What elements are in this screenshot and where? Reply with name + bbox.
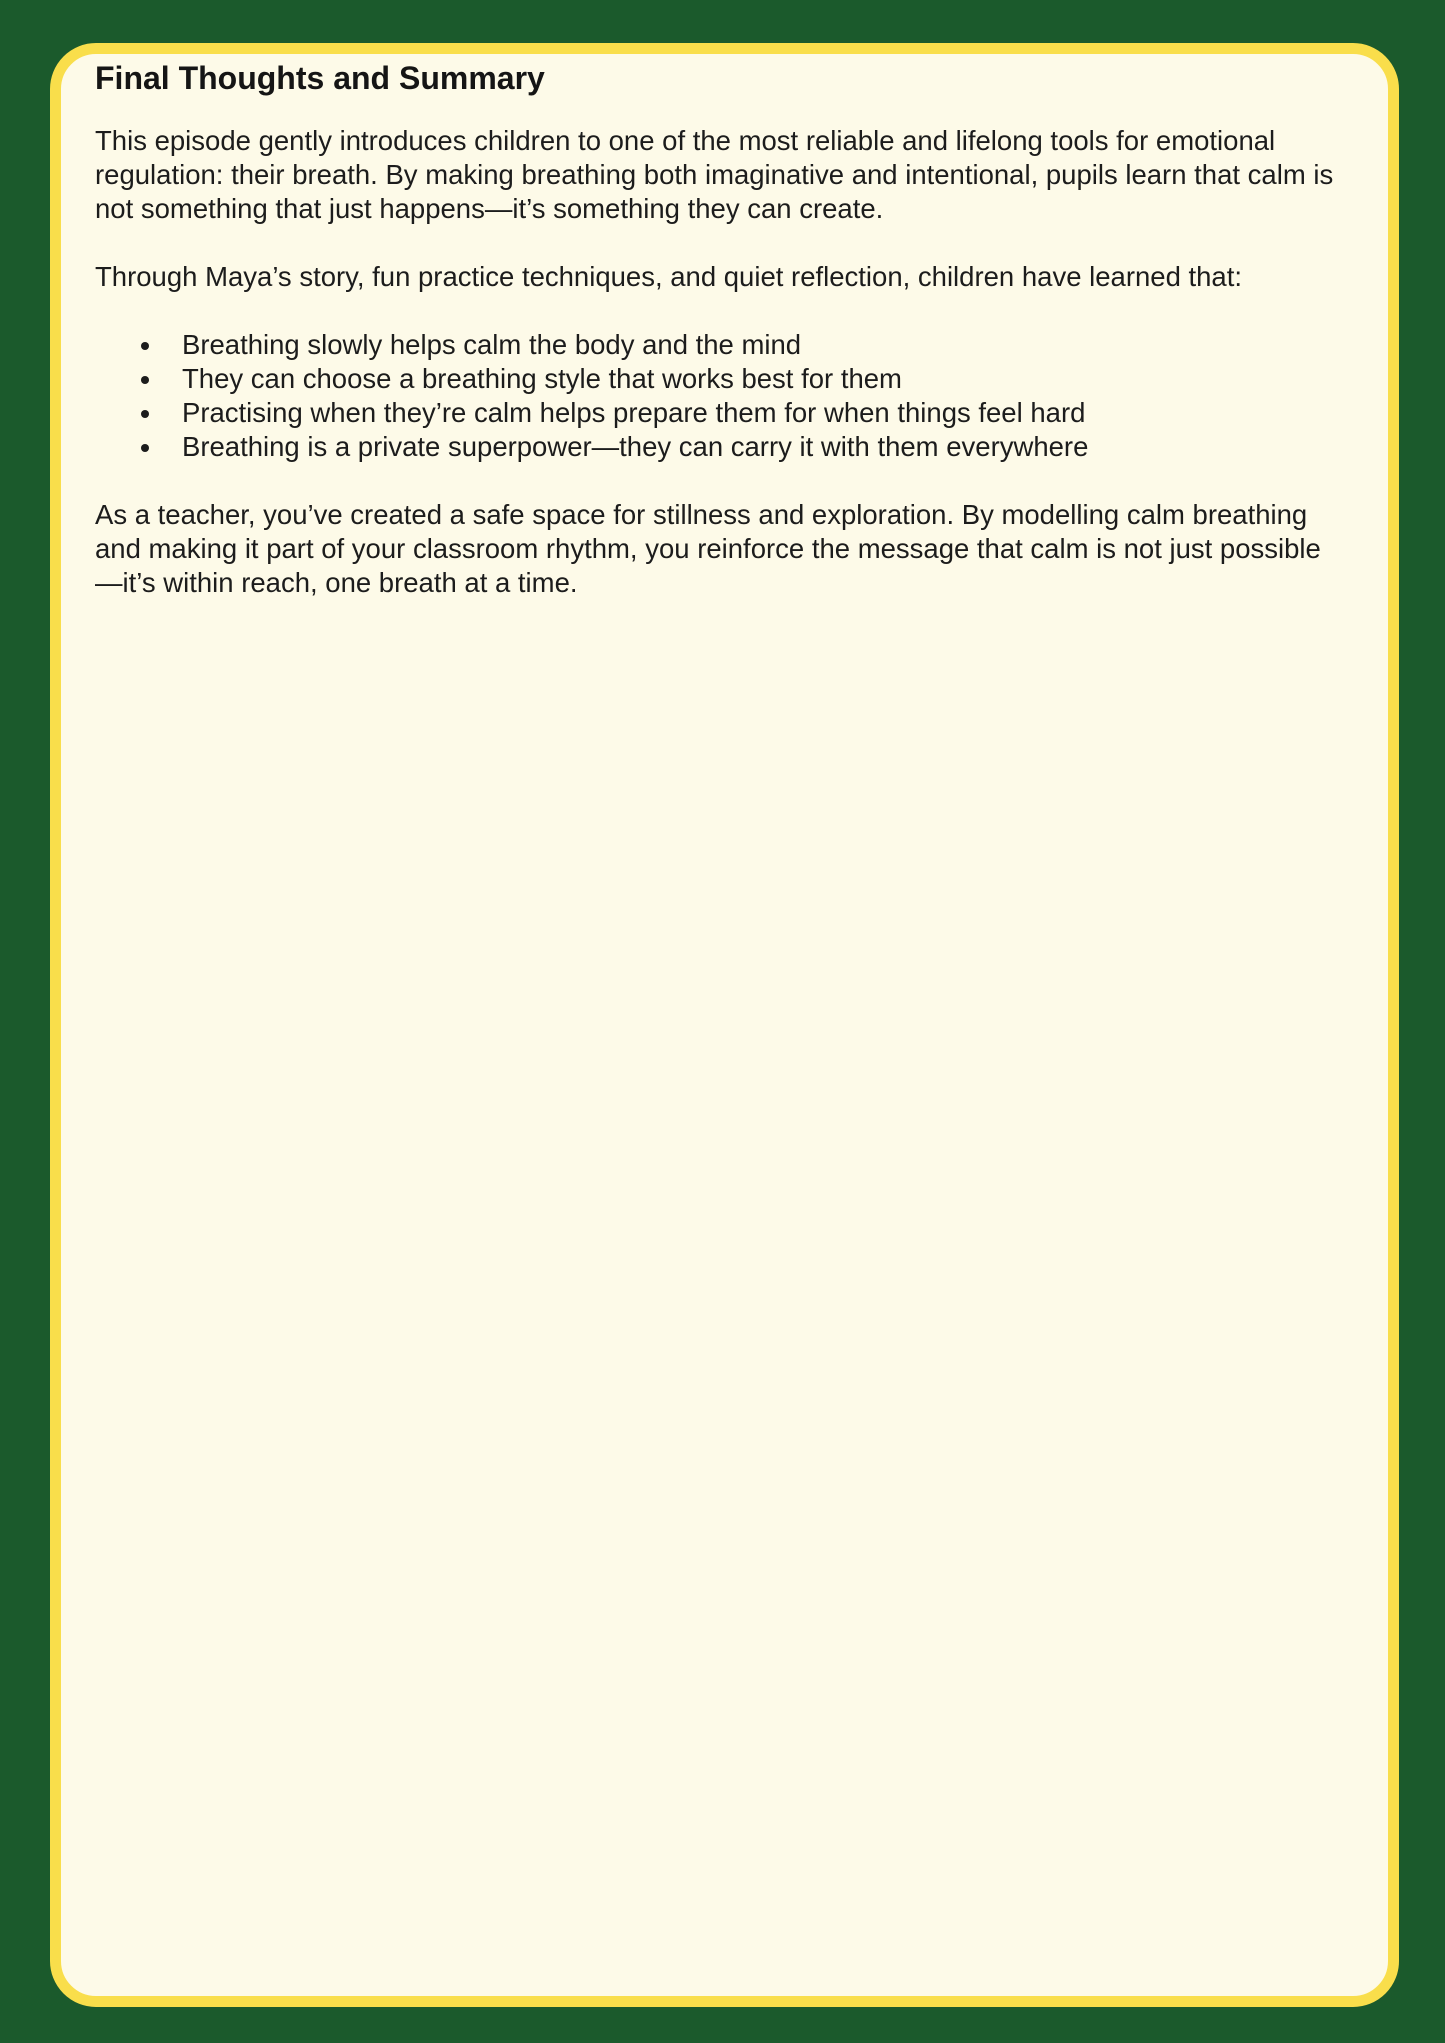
list-item-text: Practising when they’re calm helps prepare them for when things feel hard [182,397,1086,428]
list-item [95,396,1335,430]
learnings-list [95,328,1335,464]
bullet-icon [141,444,149,452]
lead-in-paragraph: Through Maya’s story, fun practice techniques, and quiet reflection, children have learned that: [95,261,1243,292]
bullet-icon [141,410,149,418]
list-item-text: Breathing slowly helps calm the body and the mind [182,329,802,360]
summary-content [95,58,1335,634]
page-title: Final Thoughts and Summary [95,60,545,96]
list-item [95,328,1335,362]
bullet-icon [141,376,149,384]
list-item [95,362,1335,396]
intro-paragraph: This episode gently introduces children to one of the most reliable and lifelong tools for emotional regulation: their breath. By making breathing both imaginative and intentional, pupils learn that calm is not something that just happens—it’s something they can create. [95,125,1334,224]
bullet-icon [141,342,149,350]
list-item [95,430,1335,464]
list-item-text: They can choose a breathing style that works best for them [182,363,902,394]
closing-paragraph: As a teacher, you’ve created a safe space for stillness and exploration. By modelling calm breathing and making it part of your classroom rhythm, you reinforce the message that calm is not just possible—it’s within reach, one breath at a time. [95,499,1321,598]
list-item-text: Breathing is a private superpower—they can carry it with them everywhere [182,431,1089,462]
